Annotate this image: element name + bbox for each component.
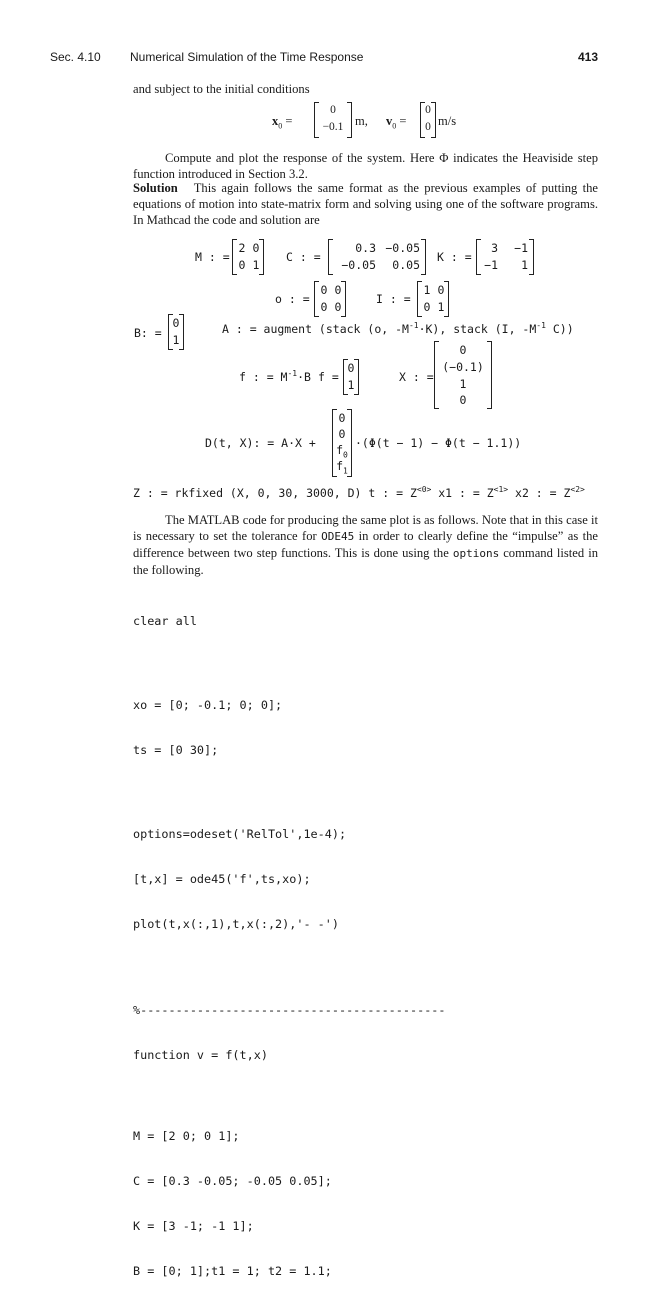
section-number: Sec. 4.10 — [50, 50, 101, 64]
X-label: X : = — [399, 370, 434, 384]
matlab-code-block — [133, 584, 446, 1294]
f-label: f = — [318, 370, 339, 384]
matrix-cell: 0 — [338, 411, 346, 425]
matrix-cell: 0 — [347, 361, 355, 375]
matrix-cell: −1 — [484, 258, 498, 272]
matrix-cell: 0 — [423, 300, 431, 314]
matrix-cell: −1 — [514, 241, 528, 255]
matrix-cell: (−0.1) — [442, 360, 484, 374]
C-label: C : = — [286, 250, 321, 264]
matrix-cell: 0 — [425, 104, 431, 116]
matrix-cell: 0 — [238, 258, 246, 272]
matrix-cell: 0 — [338, 427, 346, 441]
matrix-cell: 1 — [521, 258, 528, 272]
code-line: [t,x] = ode45('f',ts,xo); — [133, 872, 311, 886]
matrix-cell: $f_0$ — [336, 443, 348, 460]
matrix-cell: 0 — [459, 393, 467, 407]
code-line: C = [0.3 -0.05; -0.05 0.05]; — [133, 1174, 332, 1188]
code-line: ts = [0 30]; — [133, 743, 219, 757]
x0-label: $x_0$ = — [272, 114, 293, 131]
code-line: M = [2 0; 0 1]; — [133, 1129, 240, 1143]
matrix-cell: 1 — [172, 333, 180, 347]
matrix-cell: 0 — [425, 121, 431, 133]
matrix-cell: 0 — [172, 316, 180, 330]
x0-matrix — [314, 102, 352, 138]
matrix-cell: 0 — [320, 283, 328, 297]
solution-text: This again follows the same format as the previous examples of putting the equations of motion into state-matrix form and solving using one of the software programs. In Mathcad the code and solution are — [133, 181, 599, 227]
matrix-cell: 1 — [347, 378, 355, 392]
D-vector — [332, 409, 352, 477]
matrix-cell: 2 — [238, 241, 246, 255]
matrix-cell: 0 — [330, 104, 336, 116]
code-line: B = [0; 1];t1 = 1; t2 = 1.1; — [133, 1264, 332, 1278]
intro-text: and subject to the initial conditions — [133, 82, 310, 96]
f-expression: f : = $M^{-1}\cdot B$ — [239, 369, 311, 384]
code-line: K = [3 -1; -1 1]; — [133, 1219, 254, 1233]
X-vector — [434, 341, 492, 409]
matrix-cell: 0.3 — [355, 241, 376, 255]
code-line: plot(t,x(:,1),t,x(:,2),'- -') — [133, 917, 339, 931]
v0-unit: m/s — [438, 114, 457, 128]
matrix-cell: 1 — [252, 258, 260, 272]
solution-paragraph — [133, 180, 598, 228]
page-number: 413 — [577, 50, 598, 64]
C-matrix — [328, 239, 426, 275]
v0-label: $v_0$ = — [386, 114, 407, 131]
code-line — [133, 659, 446, 668]
matrix-cell: 0 — [437, 283, 445, 297]
I-matrix — [417, 281, 449, 317]
code-line — [133, 962, 446, 973]
v0-matrix — [420, 102, 436, 138]
x0-unit: m, — [355, 114, 368, 128]
o-matrix — [314, 281, 346, 317]
matrix-cell: −0.05 — [341, 258, 376, 272]
matrix-cell: 1 — [459, 377, 467, 391]
code-line — [133, 1093, 446, 1099]
A-expression: A : = augment (stack (o, $-M^{-1}\cdot K$), stack (I, $-M^{-1}$ C)) — [222, 321, 574, 336]
matrix-cell: 0.05 — [392, 258, 420, 272]
code-line: xo = [0; -0.1; 0; 0]; — [133, 698, 283, 712]
B-matrix — [168, 314, 184, 350]
code-line: clear all — [133, 614, 197, 628]
matrix-cell: 0 — [252, 241, 260, 255]
matrix-cell: −0.1 — [322, 121, 344, 133]
solution-heading: Solution — [133, 181, 178, 195]
matrix-cell: −0.05 — [385, 241, 420, 255]
matrix-cell: 1 — [437, 300, 445, 314]
matrix-cell: 1 — [423, 283, 431, 297]
compute-paragraph: Compute and plot the response of the system. Here Φ indicates the Heaviside step function introduced in Section 3.2. — [133, 151, 598, 181]
M-matrix — [232, 239, 264, 275]
matrix-cell: $f_1$ — [336, 459, 348, 476]
o-label: o : = — [275, 292, 310, 306]
D-expression-left: D(t, X): = A·X + — [205, 436, 316, 450]
code-line — [133, 788, 446, 797]
matlab-paragraph: The MATLAB code for producing the same plot is as follows. Note that in this case it is necessary to set the tolerance for ODE45 in order to clearly define the “impulse” as the difference between two step functions. This is done using the options command listed in the following. — [133, 513, 599, 577]
code-line: options=odeset('RelTol',1e-4); — [133, 827, 347, 841]
D-expression-right: ·(Φ(t − 1) − Φ(t − 1.1)) — [355, 436, 522, 450]
matrix-cell: 0 — [334, 300, 342, 314]
code-line: %------------------------------------------- — [133, 1003, 446, 1017]
I-label: I : = — [376, 292, 411, 306]
section-title: Numerical Simulation of the Time Response — [130, 50, 364, 64]
B-label: B: = — [134, 326, 162, 340]
K-label: K : = — [437, 250, 472, 264]
matrix-cell: 0 — [334, 283, 342, 297]
code-line: function v = f(t,x) — [133, 1048, 268, 1062]
matrix-cell: 0 — [459, 343, 467, 357]
matrix-cell: 0 — [320, 300, 328, 314]
K-matrix — [476, 239, 534, 275]
Z-line: Z : = rkfixed (X, 0, 30, 3000, D) t : = $Z^{<0>}$ x1 : = $Z^{<1>}$ x2 : = $Z^{<2>}$ — [133, 485, 585, 500]
running-header — [50, 50, 598, 66]
f-vector — [343, 359, 359, 395]
matrix-cell: 3 — [491, 241, 498, 255]
M-label: M : = — [195, 250, 230, 264]
